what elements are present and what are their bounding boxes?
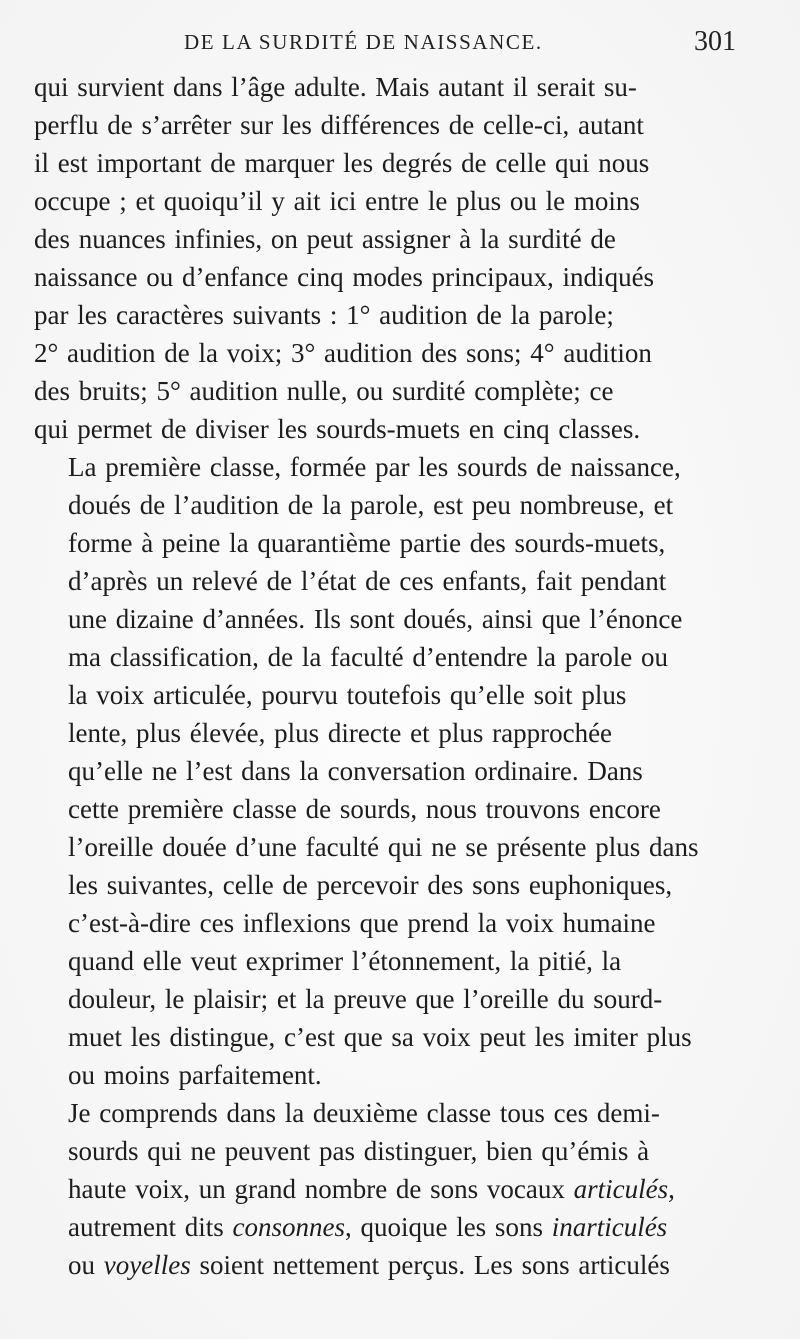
italic-term: inarticulés bbox=[551, 1212, 668, 1242]
italic-term: voyelles bbox=[103, 1250, 191, 1280]
text-line: ou moins parfaitement. bbox=[68, 1060, 322, 1090]
text-run: , quoique les sons bbox=[344, 1212, 552, 1242]
italic-term: consonnes bbox=[232, 1212, 345, 1242]
text-line: douleur, le plaisir; et la preuve que l’oreille du sourd- bbox=[68, 984, 663, 1014]
text-line: Je comprends dans la deuxième classe tous ces demi- bbox=[68, 1098, 660, 1128]
text-line: ma classification, de la faculté d’entendre la parole ou bbox=[68, 642, 668, 672]
text-run: autrement dits bbox=[68, 1212, 233, 1242]
text-line: naissance ou d’enfance cinq modes principaux, indiqués bbox=[34, 262, 655, 292]
text-line: cette première classe de sourds, nous trouvons encore bbox=[68, 794, 661, 824]
page-number: 301 bbox=[694, 26, 736, 57]
text-run: ou bbox=[68, 1250, 104, 1280]
text-line: qui survient dans l’âge adulte. Mais autant il serait su- bbox=[34, 72, 637, 102]
text-line: quand elle veut exprimer l’étonnement, la pitié, la bbox=[68, 946, 622, 976]
text-line: d’après un relevé de l’état de ces enfants, fait pendant bbox=[68, 566, 667, 596]
text-line: occupe ; et quoiqu’il y ait ici entre le plus ou le moins bbox=[34, 186, 640, 216]
body-text bbox=[34, 68, 766, 1284]
italic-term: articulés, bbox=[573, 1174, 675, 1204]
running-title: DE LA SURDITÉ DE NAISSANCE. bbox=[184, 30, 543, 54]
text-line: La première classe, formée par les sourds de naissance, bbox=[68, 452, 681, 482]
text-line: doués de l’audition de la parole, est peu nombreuse, et bbox=[68, 490, 674, 520]
text-line: forme à peine la quarantième partie des sourds-muets, bbox=[68, 528, 666, 558]
paragraph-3 bbox=[34, 1094, 766, 1284]
text-line-with-italic bbox=[34, 1246, 766, 1284]
text-line: l’oreille douée d’une faculté qui ne se présente plus dans bbox=[68, 832, 699, 862]
text-line: une dizaine d’années. Ils sont doués, ainsi que l’énonce bbox=[68, 604, 683, 634]
running-header bbox=[34, 20, 766, 68]
text-line: il est important de marquer les degrés de celle qui nous bbox=[34, 148, 650, 178]
text-line: lente, plus élevée, plus directe et plus rapprochée bbox=[68, 718, 613, 748]
paragraph-2 bbox=[34, 448, 766, 1094]
text-line-with-italic bbox=[34, 1208, 766, 1246]
paragraph-1 bbox=[34, 68, 766, 448]
text-line-with-italic bbox=[34, 1170, 766, 1208]
text-line: muet les distingue, c’est que sa voix peut les imiter plus bbox=[68, 1022, 692, 1052]
text-run: haute voix, un grand nombre de sons vocaux bbox=[68, 1174, 574, 1204]
text-line: c’est-à-dire ces inflexions que prend la voix humaine bbox=[68, 908, 656, 938]
text-line: 2° audition de la voix; 3° audition des sons; 4° audition bbox=[34, 338, 652, 368]
text-line: des nuances infinies, on peut assigner à la surdité de bbox=[34, 224, 616, 254]
text-line: par les caractères suivants : 1° audition de la parole; bbox=[34, 300, 614, 330]
text-line: des bruits; 5° audition nulle, ou surdité complète; ce bbox=[34, 376, 614, 406]
text-line: perflu de s’arrêter sur les différences de celle-ci, autant bbox=[34, 110, 644, 140]
text-line: qui permet de diviser les sourds-muets en cinq classes. bbox=[34, 414, 641, 444]
text-line: qu’elle ne l’est dans la conversation ordinaire. Dans bbox=[68, 756, 643, 786]
text-run: soient nettement perçus. Les sons articulés bbox=[190, 1250, 670, 1280]
text-line: la voix articulée, pourvu toutefois qu’elle soit plus bbox=[68, 680, 627, 710]
text-line: les suivantes, celle de percevoir des sons euphoniques, bbox=[68, 870, 673, 900]
text-line: sourds qui ne peuvent pas distinguer, bien qu’émis à bbox=[68, 1136, 650, 1166]
